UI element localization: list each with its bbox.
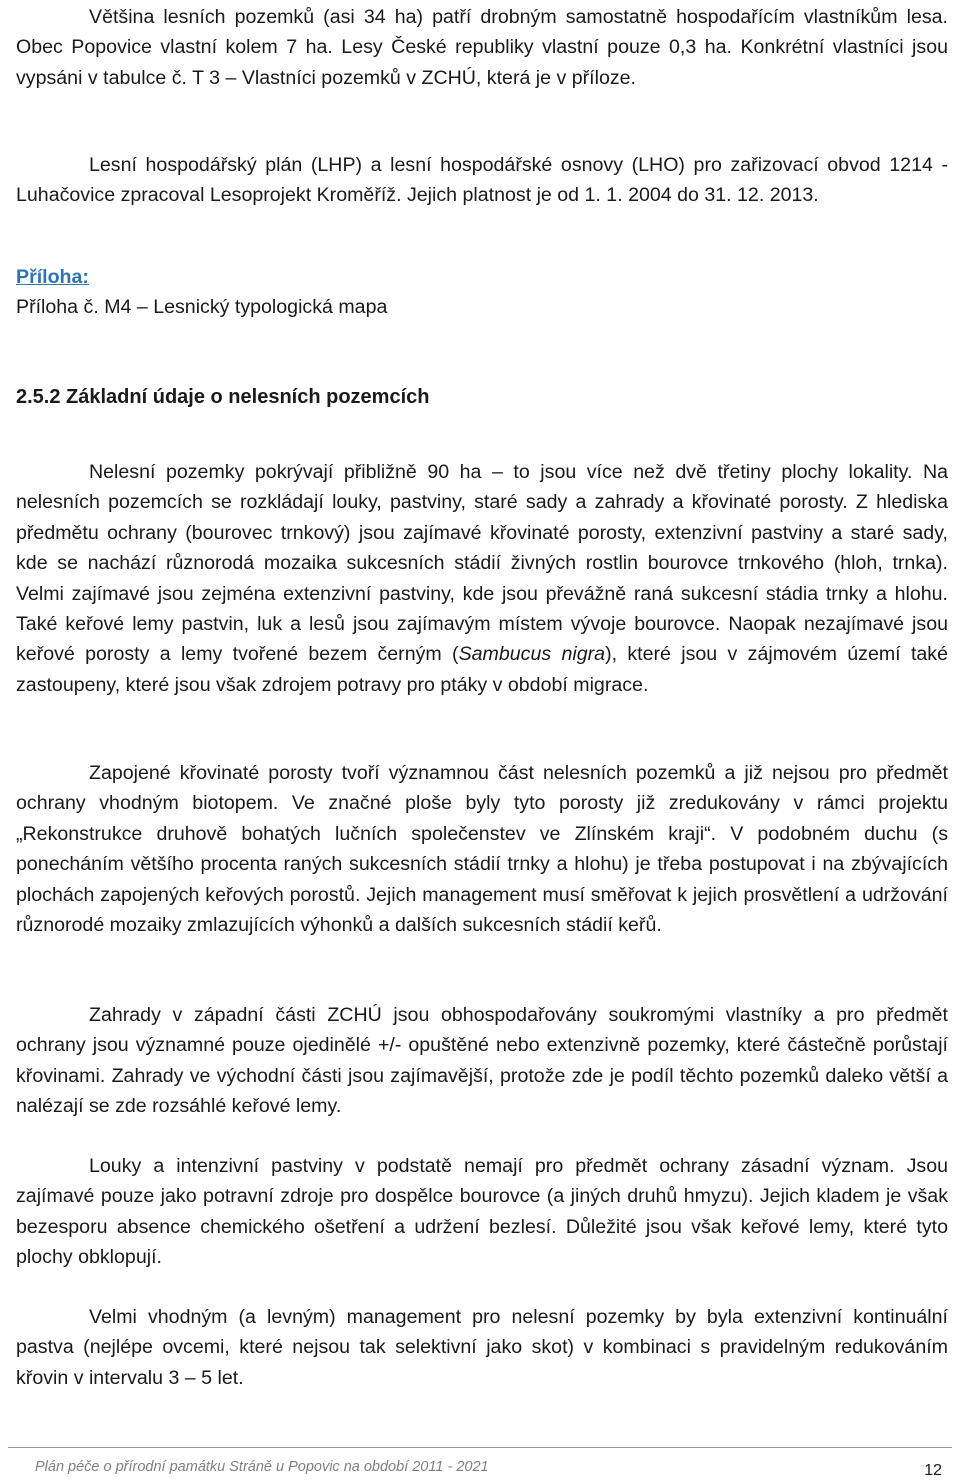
species-name: Sambucus nigra: [458, 643, 606, 666]
section-title: 2.5.2 Základní údaje o nelesních pozemcích: [16, 386, 430, 408]
paragraph-management: [16, 1302, 948, 1393]
paragraph-text: Velmi vhodným (a levným) management pro nelesní pozemky by byla extenzivní kontinuální pastva (nejlépe ovcemi, které nejsou tak selektivní jako skot) v kombinaci s pravidelným redukováním křovin v intervalu 3 – 5 let.: [16, 1306, 948, 1389]
attachment-heading: [16, 262, 948, 292]
paragraph-text: [16, 457, 948, 700]
paragraph-non-forest: [16, 457, 948, 700]
paragraph-text: Zahrady v západní části ZCHÚ jsou obhospodařovány soukromými vlastníky a pro předmět ochrany jsou významné pouze ojedinělé +/- opuštěné nebo extenzivně pozemky, které částečně porůstají křovinami. Zahrady ve východní části jsou zajímavější, protože zde je podíl těchto pozemků daleko větší a nalézají se zde rozsáhlé keřové lemy.: [16, 1004, 948, 1118]
paragraph-text-part: ), které jsou v zájmovém území také zastoupeny, které jsou však zdrojem potravy pro ptáky v období migrace.: [16, 643, 948, 696]
paragraph-shrubs: [16, 758, 948, 940]
paragraph-text-part: Nelesní pozemky pokrývají přibližně 90 ha – to jsou více než dvě třetiny plochy lokality. Na nelesních pozemcích se rozkládají louky, pastviny, staré sady a zahrady a křovinaté porosty. Z hlediska předmětu ochrany (bourovec trnkový) jsou zajímavé křovinaté porosty, extenzivní pastviny a staré sady, kde se nachází různorodá mozaika sukcesních stádií živných rostlin bourovce trnkového (hloh, trnka). Velmi zajímavé jsou zejména extenzivní pastviny, kde jsou převážně raná sukcesní stádia trnky a hlohu. Také keřové lemy pastvin, luk a lesů jsou zajímavým místem vývoje bourovce. Naopak nezajímavé jsou keřové porosty a lemy tvořené bezem černým (: [16, 461, 948, 666]
paragraph-text: Louky a intenzivní pastviny v podstatě nemají pro předmět ochrany zásadní význam. Jsou zajímavé pouze jako potravní zdroje pro dospělce bourovce (a jiných druhů hmyzu). Jejich kladem je však bezesporu absence chemického ošetření a udržení bezlesí. Důležité jsou však keřové lemy, které tyto plochy obklopují.: [16, 1155, 948, 1269]
paragraph-ownership: [16, 2, 948, 93]
attachment-text: Příloha č. M4 – Lesnický typologická mapa: [16, 296, 388, 318]
page-number: 12: [924, 1462, 942, 1479]
paragraph-gardens: [16, 1000, 948, 1122]
footer-title: Plán péče o přírodní památku Stráně u Popovic na období 2011 - 2021: [35, 1459, 489, 1475]
paragraph-text: Lesní hospodářský plán (LHP) a lesní hospodářské osnovy (LHO) pro zařizovací obvod 1214 - Luhačovice zpracoval Lesoprojekt Kroměříž. Jejich platnost je od 1. 1. 2004 do 31. 12. 2013.: [16, 154, 948, 207]
paragraph-meadows: [16, 1151, 948, 1273]
attachment-heading-label: Příloha:: [16, 266, 89, 288]
attachment-reference: [16, 292, 948, 322]
footer-divider: [8, 1447, 952, 1448]
paragraph-text: Většina lesních pozemků (asi 34 ha) patří drobným samostatně hospodařícím vlastníkům lesa. Obec Popovice vlastní kolem 7 ha. Lesy České republiky vlastní pouze 0,3 ha. Konkrétní vlastníci jsou vypsáni v tabulce č. T 3 – Vlastníci pozemků v ZCHÚ, která je v příloze.: [16, 6, 948, 89]
paragraph-text: Zapojené křovinaté porosty tvoří významnou část nelesních pozemků a již nejsou pro předmět ochrany vhodným biotopem. Ve značné ploše byly tyto porosty již zredukovány v rámci projektu „Rekonstrukce druhově bohatých lučních společenstev ve Zlínském kraji“. V podobném duchu (s ponecháním většího procenta raných sukcesních stádií trnky a hlohu) je třeba postupovat i na zbývajících plochách zapojených keřových porostů. Jejich management musí směřovat k jejich prosvětlení a udržování různorodé mozaiky zmlazujících výhonků a dalších sukcesních stádií keřů.: [16, 762, 948, 937]
paragraph-forest-plan: [16, 150, 948, 211]
